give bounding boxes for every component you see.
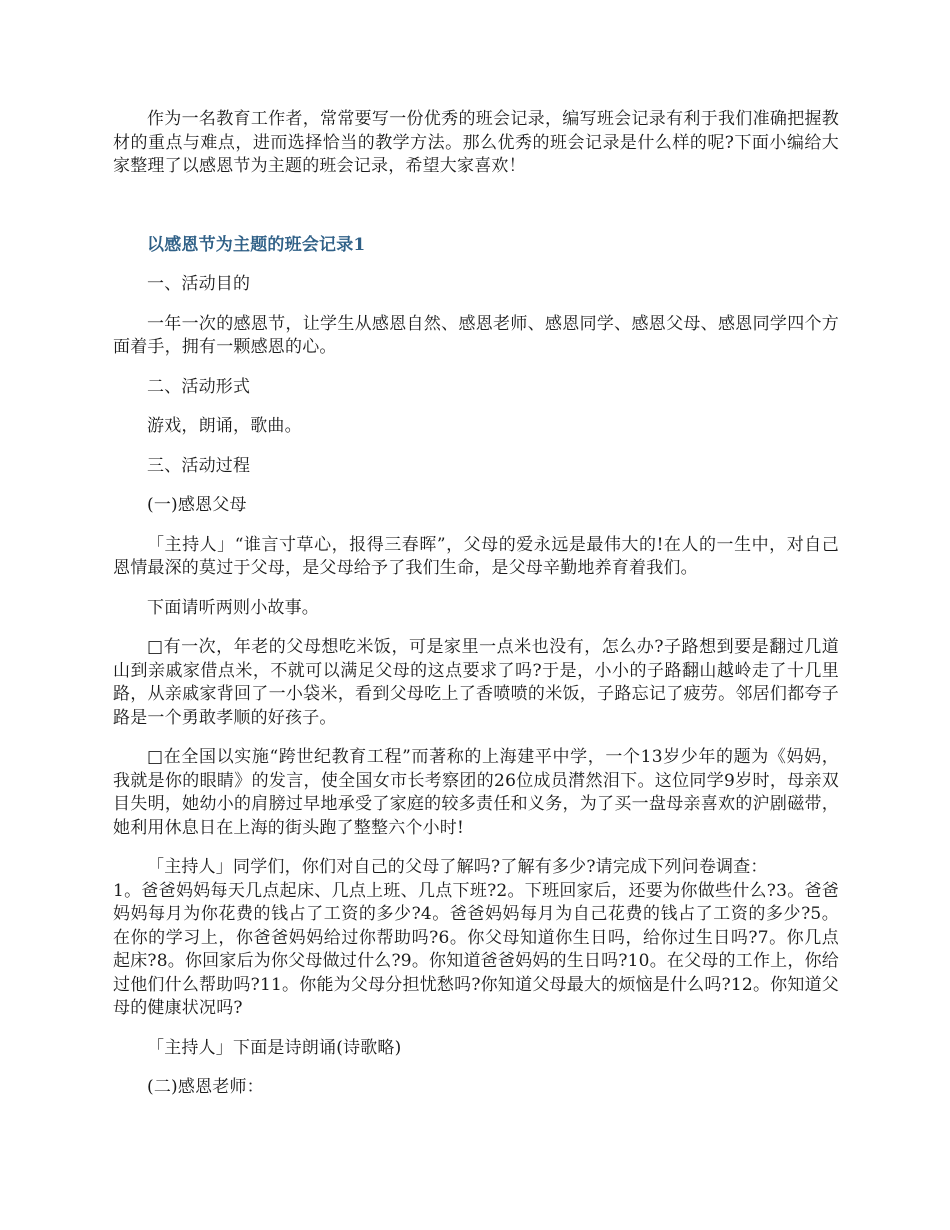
intro-paragraph: 作为一名教育工作者，常常要写一份优秀的班会记录，编写班会记录有利于我们准确把握教材的重点与难点，进而选择恰当的教学方法。那么优秀的班会记录是什么样的呢?下面小编给大家整理了以感恩节为主题的班会记录，希望大家喜欢！ (113, 109, 839, 176)
paragraph-survey-lead: 「主持人」同学们，你们对自己的父母了解吗?了解有多少?请完成下列问卷调查： (147, 857, 768, 877)
paragraph-story-jianping: □在全国以实施“跨世纪教育工程”而著称的上海建平中学，一个13岁少年的题为《妈妈，我就是你的眼睛》的发言，使全国女市长考察团的26位成员潸然泪下。这位同学9岁时，母亲双目失明，她幼小的肩膀过早地承受了家庭的较多责任和义务，为了买一盘母亲喜欢的沪剧磁带，她利用休息日在上海的街头跑了整整六个小时! (113, 747, 839, 838)
subheading-thank-parents: (一)感恩父母 (147, 495, 247, 515)
paragraph-host-intro: 「主持人」“谁言寸草心，报得三春晖”，父母的爱永远是最伟大的!在人的一生中，对自己恩情最深的莫过于父母，是父母给予了我们生命，是父母辛勤地养育着我们。 (113, 534, 839, 578)
paragraph-stories-intro: 下面请听两则小故事。 (147, 597, 319, 618)
paragraph-activity-goal: 一年一次的感恩节，让学生从感恩自然、感恩老师、感恩同学、感恩父母、感恩同学四个方面着手，拥有一颗感恩的心。 (113, 313, 839, 357)
paragraph-story-zilu: □有一次，年老的父母想吃米饭，可是家里一点米也没有，怎么办?子路想到要是翻过几道山到亲戚家借点米，不就可以满足父母的这点要求了吗?于是，小小的子路翻山越岭走了十几里路，从亲戚家背回了一小袋米，看到父母吃上了香喷喷的米饭，子路忘记了疲劳。邻居们都夸子路是一个勇敢孝顺的好孩子。 (113, 637, 839, 728)
heading-activity-form: 二、活动形式 (147, 376, 251, 397)
paragraph-activity-form: 游戏，朗诵，歌曲。 (147, 416, 302, 436)
paragraph-poem-recital: 「主持人」下面是诗朗诵(诗歌略) (147, 1037, 402, 1058)
paragraph-survey-questions: 1。爸爸妈妈每天几点起床、几点上班、几点下班?2。下班回家后，还要为你做些什么?3。爸爸妈妈每月为你花费的钱占了工资的多少?4。爸爸妈妈每月为自己花费的钱占了工资的多少?5。在你的学习上，你爸爸妈妈给过你帮助吗?6。你父母知道你生日吗，给你过生日吗?7。你几点起床?8。你回家后为你父母做过什么?9。你知道爸爸妈妈的生日吗?10。在父母的工作上，你给过他们什么帮助吗?11。你能为父母分担忧愁吗?你知道父母最大的烦恼是什么吗?12。你知道父母的健康状况吗? (113, 880, 839, 1018)
section-title: 以感恩节为主题的班会记录1 (147, 234, 366, 255)
document-page (113, 108, 839, 1100)
heading-activity-goal: 一、活动目的 (147, 274, 251, 294)
heading-activity-process: 三、活动过程 (147, 455, 251, 476)
subheading-thank-teachers: (二)感恩老师： (147, 1077, 264, 1097)
